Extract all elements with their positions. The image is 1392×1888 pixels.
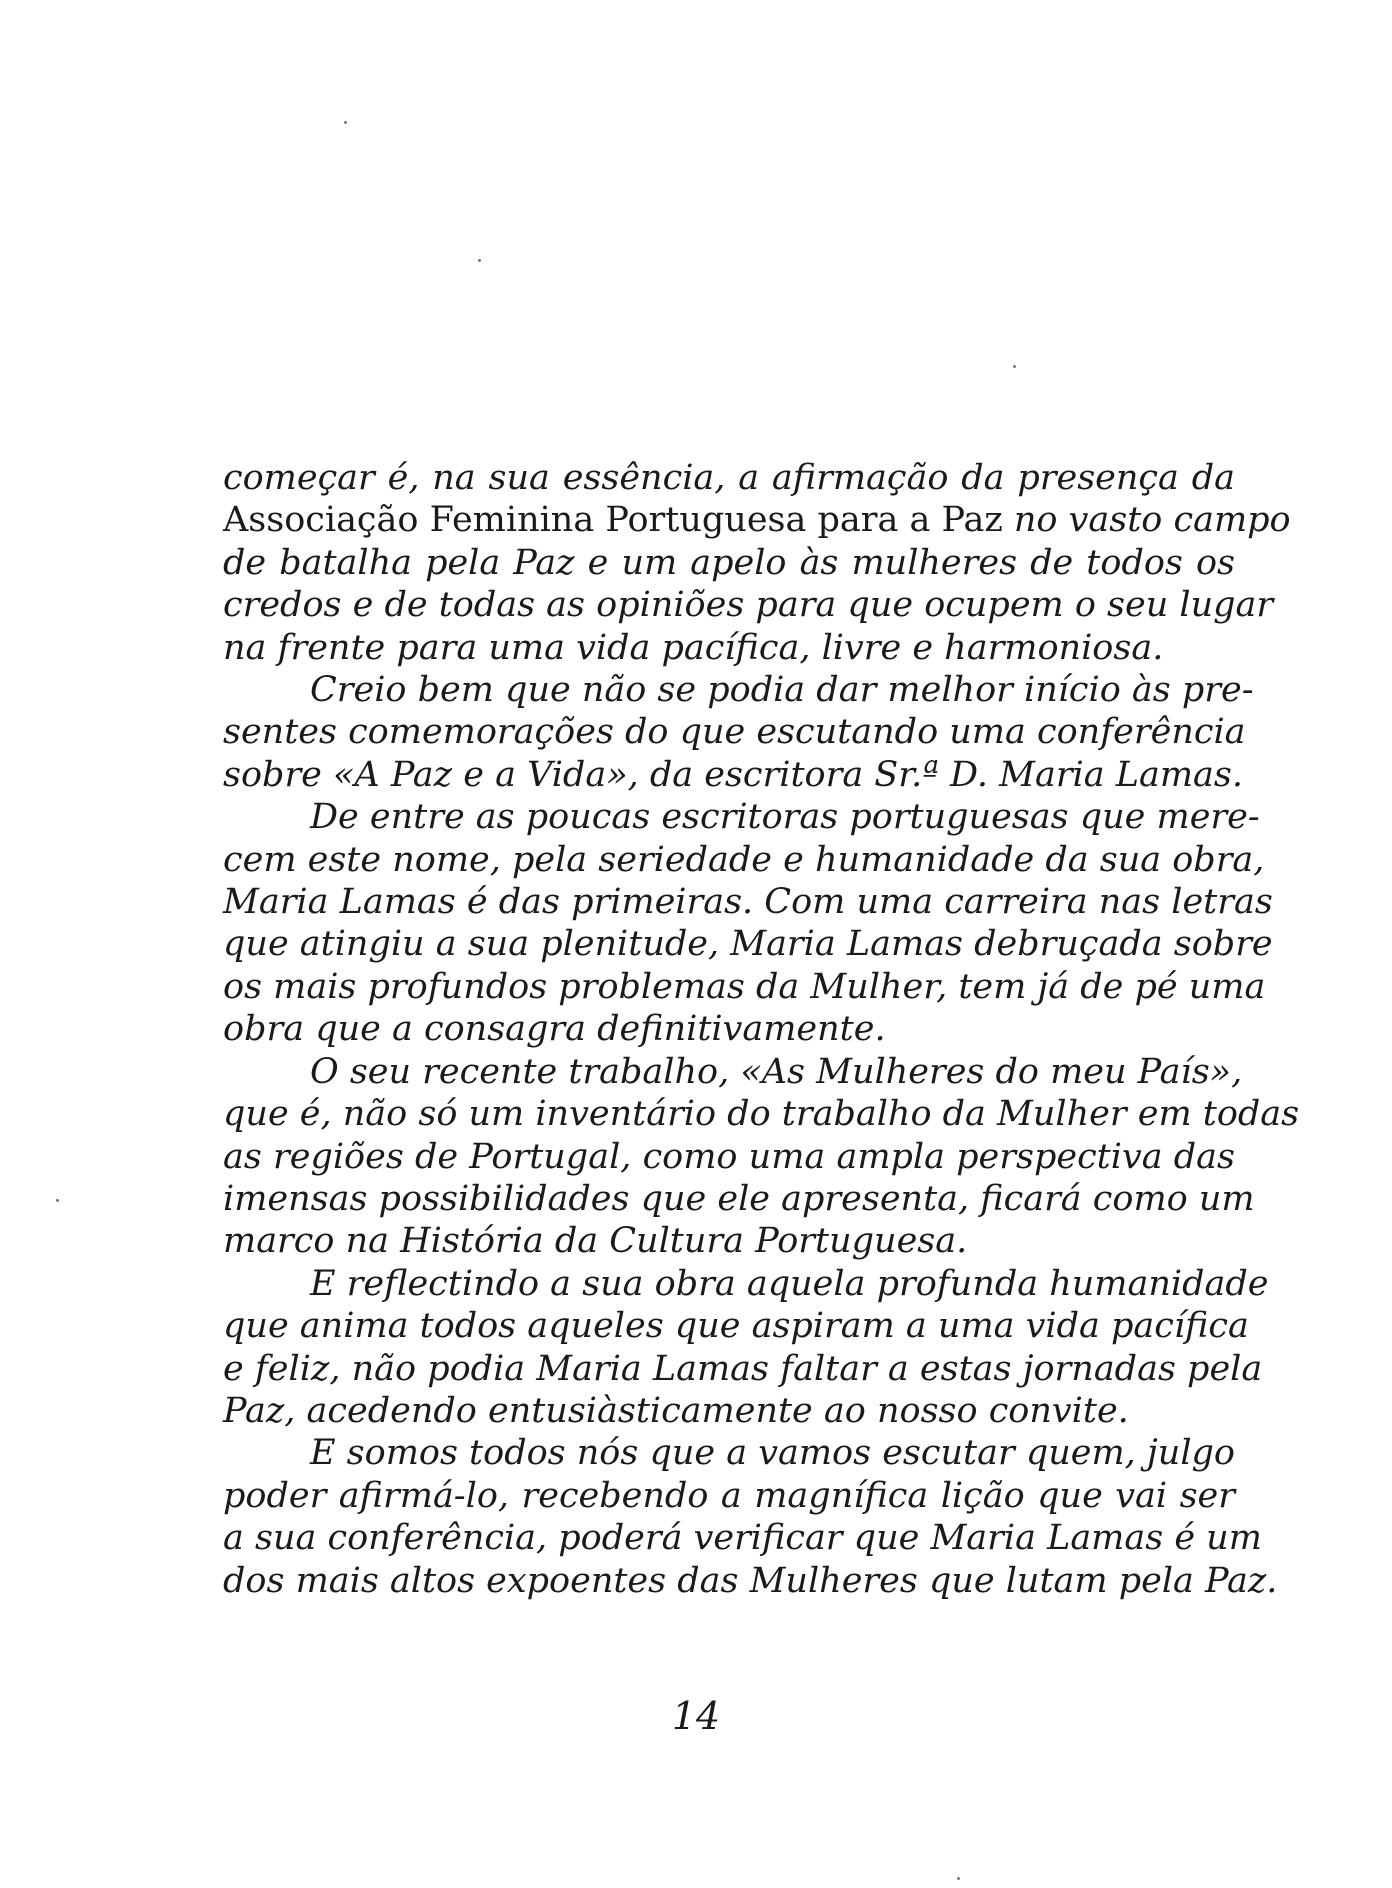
text-line [223, 796, 1260, 838]
text-line [223, 923, 1273, 965]
text-line [223, 1348, 1263, 1390]
page-number: 14 [671, 1694, 721, 1738]
text-line [223, 881, 1273, 923]
text-segment: a sua conferência, poderá verificar que Maria Lamas é um [223, 1518, 1262, 1559]
scan-speck [1013, 365, 1016, 368]
text-line [223, 1517, 1262, 1559]
text-segment: imensas possibilidades que ele apresenta, ficará como um [223, 1178, 1255, 1219]
text-line [223, 839, 1265, 881]
text-segment: no vasto campo [1002, 500, 1291, 541]
text-segment: de batalha pela Paz e um apelo às mulheres de todos os [223, 542, 1235, 583]
text-line [223, 457, 1235, 499]
scan-speck [957, 1877, 960, 1880]
text-line [223, 1390, 1235, 1432]
text-line [223, 1220, 1235, 1262]
text-line [223, 499, 1291, 541]
text-line [223, 1008, 1235, 1050]
text-line [223, 1178, 1255, 1220]
text-segment: que atingiu a sua plenitude, Maria Lamas debruçada sobre [223, 924, 1273, 965]
text-segment: os mais profundos problemas da Mulher, tem já de pé uma [223, 966, 1266, 1007]
text-line [223, 542, 1235, 584]
text-segment: Maria Lamas é das primeiras. Com uma carreira nas letras [223, 882, 1273, 923]
text-segment: que anima todos aqueles que aspiram a uma vida pacífica [223, 1306, 1249, 1347]
text-segment: poder afirmá-lo, recebendo a magnífica lição que vai ser [223, 1475, 1235, 1516]
text-segment: começar é, na sua essência, a afirmação da presença da [223, 458, 1235, 498]
text-segment: sentes comemorações do que escutando uma conferência [223, 712, 1246, 753]
text-segment: obra que a consagra definitivamente. [223, 1009, 886, 1050]
text-segment: O seu recente trabalho, «As Mulheres do meu País», [310, 1051, 1243, 1092]
text-segment: credos e de todas as opiniões para que ocupem o seu lugar [223, 585, 1274, 626]
text-segment: E somos todos nós que a vamos escutar quem, julgo [310, 1433, 1235, 1474]
text-line [223, 1475, 1235, 1517]
text-line [223, 754, 1243, 796]
text-segment: cem este nome, pela seriedade e humanidade da sua obra, [223, 839, 1265, 880]
text-line [223, 1263, 1269, 1305]
text-segment: marco na História da Cultura Portuguesa. [223, 1221, 968, 1262]
text-line [223, 1560, 1278, 1602]
text-segment: E reflectindo a sua obra aquela profunda humanidade [310, 1263, 1269, 1304]
text-segment: Associação Feminina Portuguesa para a Paz [223, 500, 1003, 541]
text-segment: sobre «A Paz e a Vida», da escritora Sr.ª D. Maria Lamas. [223, 754, 1243, 795]
text-segment: que é, não só um inventário do trabalho da Mulher em todas [223, 1094, 1300, 1135]
text-line [223, 1305, 1249, 1347]
text-line [223, 711, 1246, 753]
body-text [223, 457, 1300, 1602]
text-line [223, 584, 1274, 626]
scan-speck [344, 121, 347, 124]
text-line [223, 627, 1235, 669]
scan-speck [478, 259, 481, 262]
text-segment: Paz, acedendo entusiàsticamente ao nosso convite. [223, 1390, 1129, 1431]
text-segment: as regiões de Portugal, como uma ampla perspectiva das [223, 1136, 1235, 1177]
text-segment: e feliz, não podia Maria Lamas faltar a estas jornadas pela [223, 1348, 1263, 1389]
text-line [223, 966, 1266, 1008]
text-segment: na frente para uma vida pacífica, livre e harmoniosa. [223, 627, 1164, 668]
text-segment: De entre as poucas escritoras portuguesas que mere- [310, 797, 1260, 838]
scan-speck [56, 1199, 59, 1202]
text-line [223, 1136, 1235, 1178]
text-line [223, 1051, 1243, 1093]
text-line [223, 1432, 1235, 1474]
text-line [223, 669, 1254, 711]
text-line [223, 1093, 1300, 1135]
text-segment: dos mais altos expoentes das Mulheres que lutam pela Paz. [223, 1560, 1278, 1601]
text-segment: Creio bem que não se podia dar melhor início às pre- [310, 670, 1254, 711]
